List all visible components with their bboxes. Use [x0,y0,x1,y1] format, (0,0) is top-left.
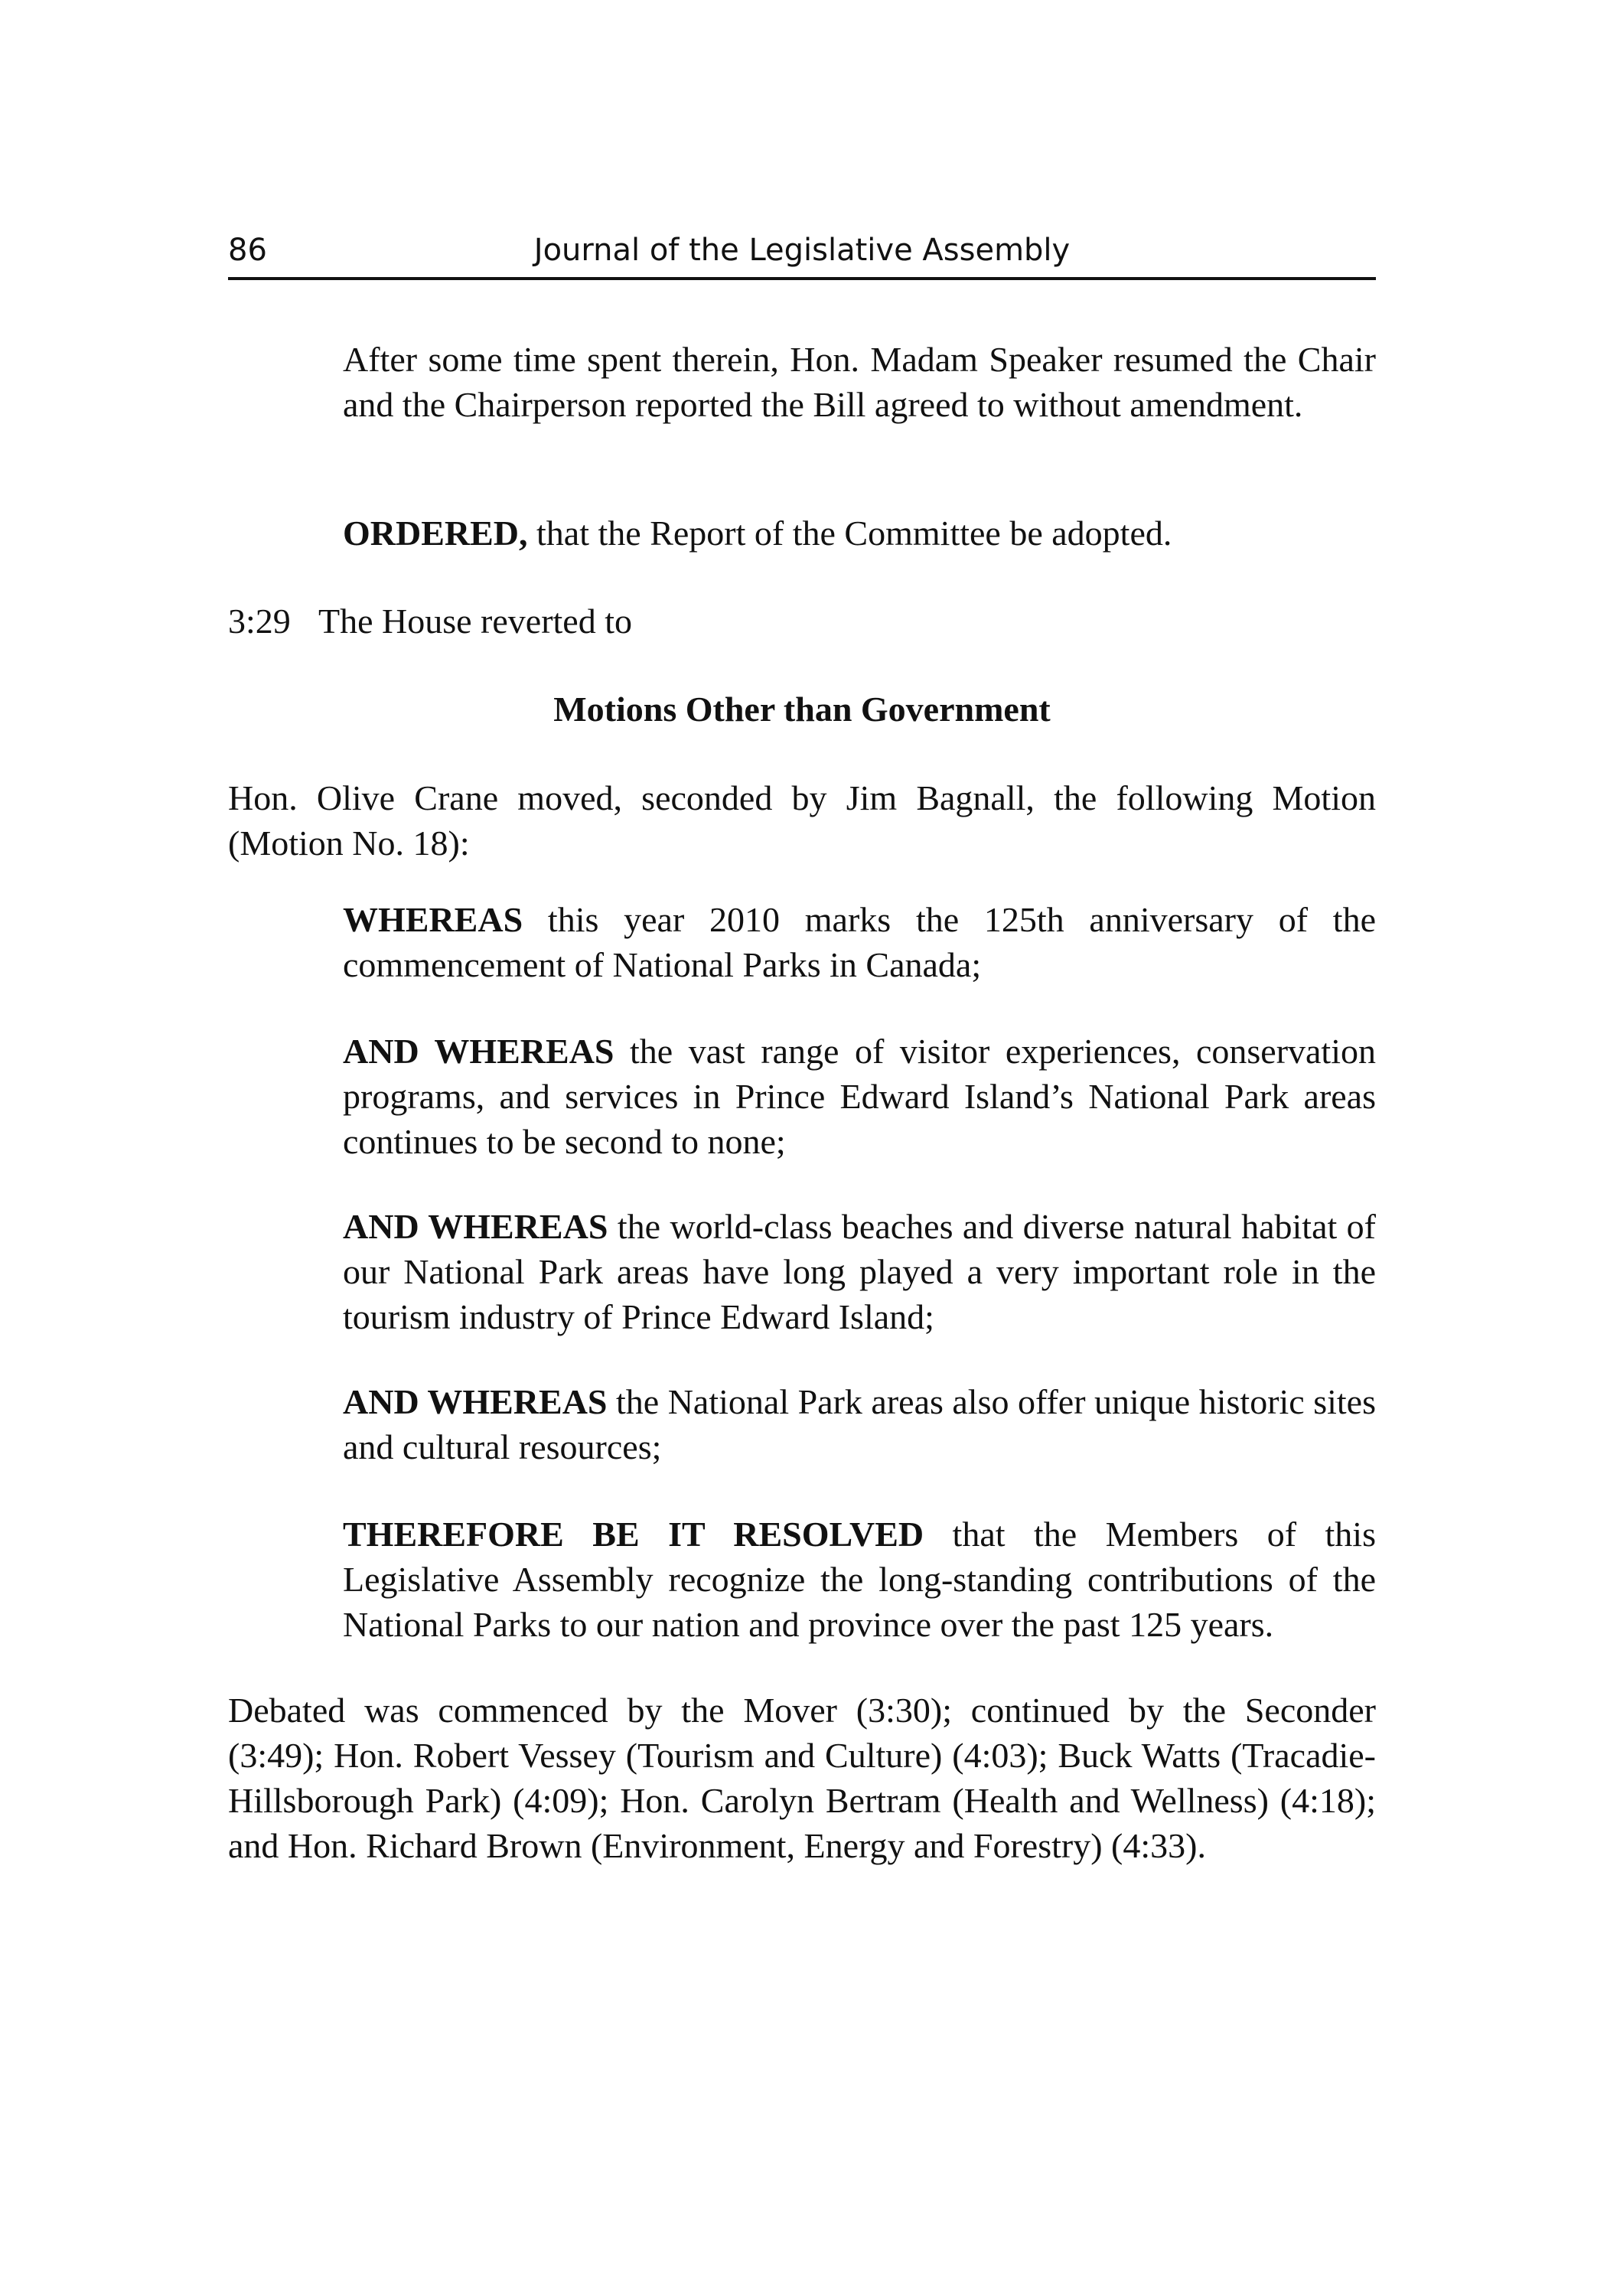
clause-keyword: THEREFORE BE IT RESOLVED [343,1515,924,1554]
committee-report-paragraph: After some time spent therein, Hon. Madam Speaker resumed the Chair and the Chairperson reported the Bill agreed to without amendment. [343,340,1376,424]
ordered-keyword: ORDERED, [343,514,528,553]
reversion-time: 3:29 [228,602,291,641]
ordered-text: that the Report of the Committee be adopted. [527,514,1172,553]
motion-clause [343,897,1376,987]
clause-keyword: WHEREAS [343,900,523,939]
clause-keyword: AND WHEREAS [343,1207,608,1246]
motion-intro-paragraph: Hon. Olive Crane moved, seconded by Jim Bagnall, the following Motion (Motion No. 18): [228,778,1376,863]
section-heading: Motions Other than Government [553,690,1051,729]
clause-keyword: AND WHEREAS [343,1382,608,1421]
ordered-paragraph [343,510,1376,556]
page-number: 86 [228,233,267,268]
motion-clause [343,1029,1376,1164]
reversion-line [228,598,632,644]
reversion-text: The House reverted to [318,602,633,641]
clause-text: the National Park areas also offer unique historic sites and cultural resources; [343,1382,1376,1466]
motion-clause [343,1204,1376,1339]
clause-text: this year 2010 marks the 125th anniversary of the commencement of National Parks in Canada; [343,900,1376,984]
clause-keyword: AND WHEREAS [343,1032,614,1071]
running-head [228,230,1376,280]
debate-paragraph: Debated was commenced by the Mover (3:30); continued by the Seconder (3:49); Hon. Robert Vessey (Tourism and Culture) (4:03); Buck Watts (Tracadie-Hillsborough Park) (4:09); Hon. Carolyn Bertram (Health and Wellness) (4:18); and Hon. Richard Brown (Environment, Energy and Forestry) (4:33). [228,1691,1376,1865]
motion-clause-resolution [343,1512,1376,1647]
clause-text: the world-class beaches and diverse natural habitat of our National Park areas have long played a very important role in the tourism industry of Prince Edward Island; [343,1207,1377,1336]
motion-clause [343,1379,1376,1469]
clause-text: the vast range of visitor experiences, conservation programs, and services in Prince Edward Island’s National Park areas continues to be second to none; [343,1032,1376,1161]
journal-title: Journal of the Legislative Assembly [533,233,1071,268]
clause-text: that the Members of this Legislative Assembly recognize the long-standing contributions of the National Parks to our nation and province over the past 125 years. [343,1515,1376,1644]
